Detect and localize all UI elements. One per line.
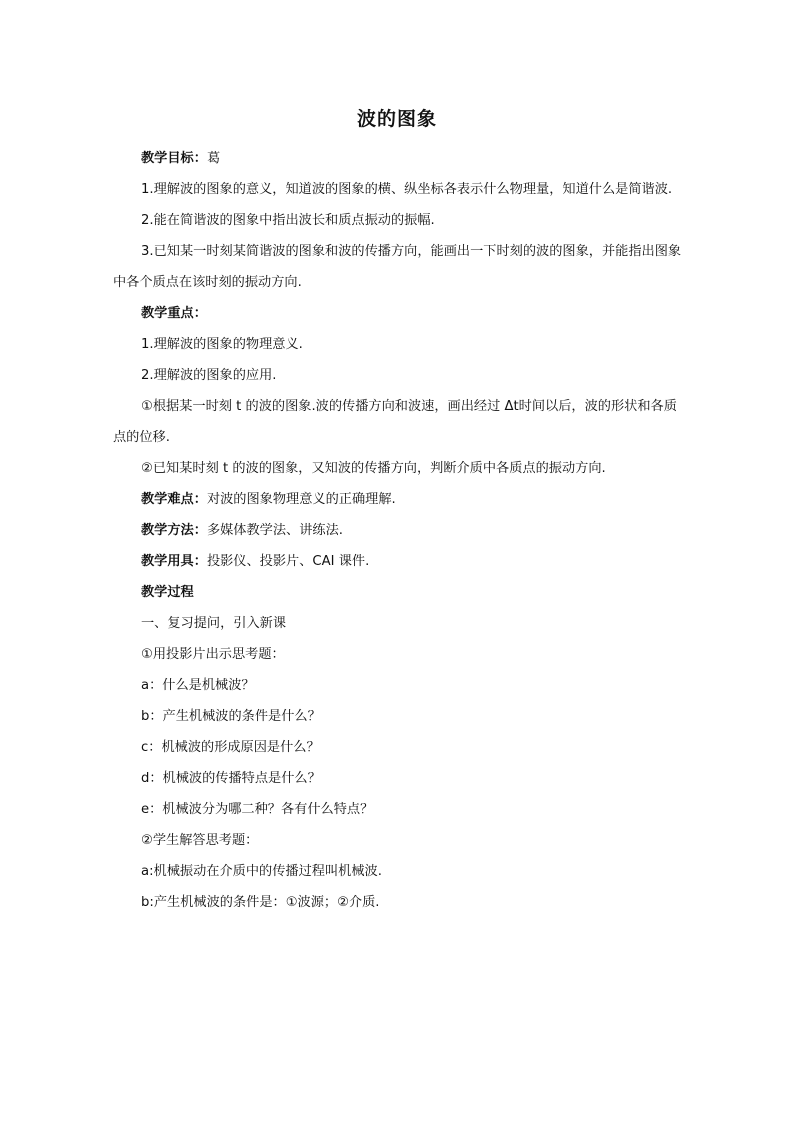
paragraph-methods: [113, 515, 685, 546]
paragraph-difficulty: [113, 484, 685, 515]
paragraph-text: a:机械振动在介质中的传播过程叫机械波.: [141, 864, 382, 879]
paragraph-text: 对波的图象物理意义的正确理解.: [206, 492, 396, 507]
paragraph-text: 1.理解波的图象的物理意义.: [141, 337, 303, 352]
paragraph-text: ①根据某一时刻 t 的波的图象.波的传播方向和波速，画出经过 Δt时间以后，波的形状和各质点的位移.: [113, 399, 677, 445]
paragraph: [113, 732, 685, 763]
paragraph-text: e：机械波分为哪二种？各有什么特点？: [141, 802, 374, 817]
paragraph-text: a：什么是机械波？: [141, 678, 255, 693]
paragraph: [113, 236, 685, 298]
paragraph: [113, 763, 685, 794]
paragraph: [113, 205, 685, 236]
paragraph-text: b:产生机械波的条件是：①波源；②介质.: [141, 895, 380, 910]
section-label: 教学过程: [141, 585, 194, 600]
paragraph-text: 2.能在简谐波的图象中指出波长和质点振动的振幅.: [141, 213, 435, 228]
paragraph-text: ②已知某时刻 t 的波的图象，又知波的传播方向，判断介质中各质点的振动方向.: [141, 461, 606, 476]
paragraph-text: 葛: [206, 151, 221, 166]
paragraph: [113, 639, 685, 670]
section-label: 教学用具：: [141, 554, 207, 569]
paragraph: [113, 825, 685, 856]
paragraph: [113, 391, 685, 453]
paragraph-text: 投影仪、投影片、CAI 课件.: [206, 554, 370, 569]
paragraph-text: ①用投影片出示思考题：: [141, 647, 285, 662]
section-label: 教学方法：: [141, 523, 207, 538]
paragraph-text: 1.理解波的图象的意义，知道波的图象的横、纵坐标各表示什么物理量，知道什么是简谐波.: [141, 182, 673, 197]
paragraph-text: 2.理解波的图象的应用.: [141, 368, 277, 383]
paragraph: [113, 174, 685, 205]
section-label: 教学目标：: [141, 151, 207, 166]
paragraph: [113, 670, 685, 701]
paragraph-text: 3.已知某一时刻某简谐波的图象和波的传播方向，能画出一下时刻的波的图象，并能指出图象中各个质点在该时刻的振动方向.: [113, 244, 682, 290]
paragraph-text: 一、复习提问，引入新课: [141, 616, 287, 631]
section-label: 教学重点：: [141, 306, 207, 321]
paragraph-text: ②学生解答思考题：: [141, 833, 259, 848]
paragraph-text: b：产生机械波的条件是什么？: [141, 709, 321, 724]
paragraph-text: d：机械波的传播特点是什么？: [141, 771, 321, 786]
document-body: [113, 143, 685, 918]
paragraph-key-points: [113, 298, 685, 329]
paragraph-objectives: [113, 143, 685, 174]
paragraph: [113, 856, 685, 887]
paragraph-tools: [113, 546, 685, 577]
paragraph-process: [113, 577, 685, 608]
paragraph: [113, 453, 685, 484]
paragraph: [113, 701, 685, 732]
paragraph: [113, 329, 685, 360]
paragraph: [113, 887, 685, 918]
paragraph-text: 多媒体教学法、讲练法.: [206, 523, 344, 538]
paragraph: [113, 360, 685, 391]
paragraph-text: c：机械波的形成原因是什么？: [141, 740, 320, 755]
document-title: 波的图象: [356, 108, 437, 130]
paragraph: [113, 794, 685, 825]
section-label: 教学难点：: [141, 492, 207, 507]
paragraph: [113, 608, 685, 639]
